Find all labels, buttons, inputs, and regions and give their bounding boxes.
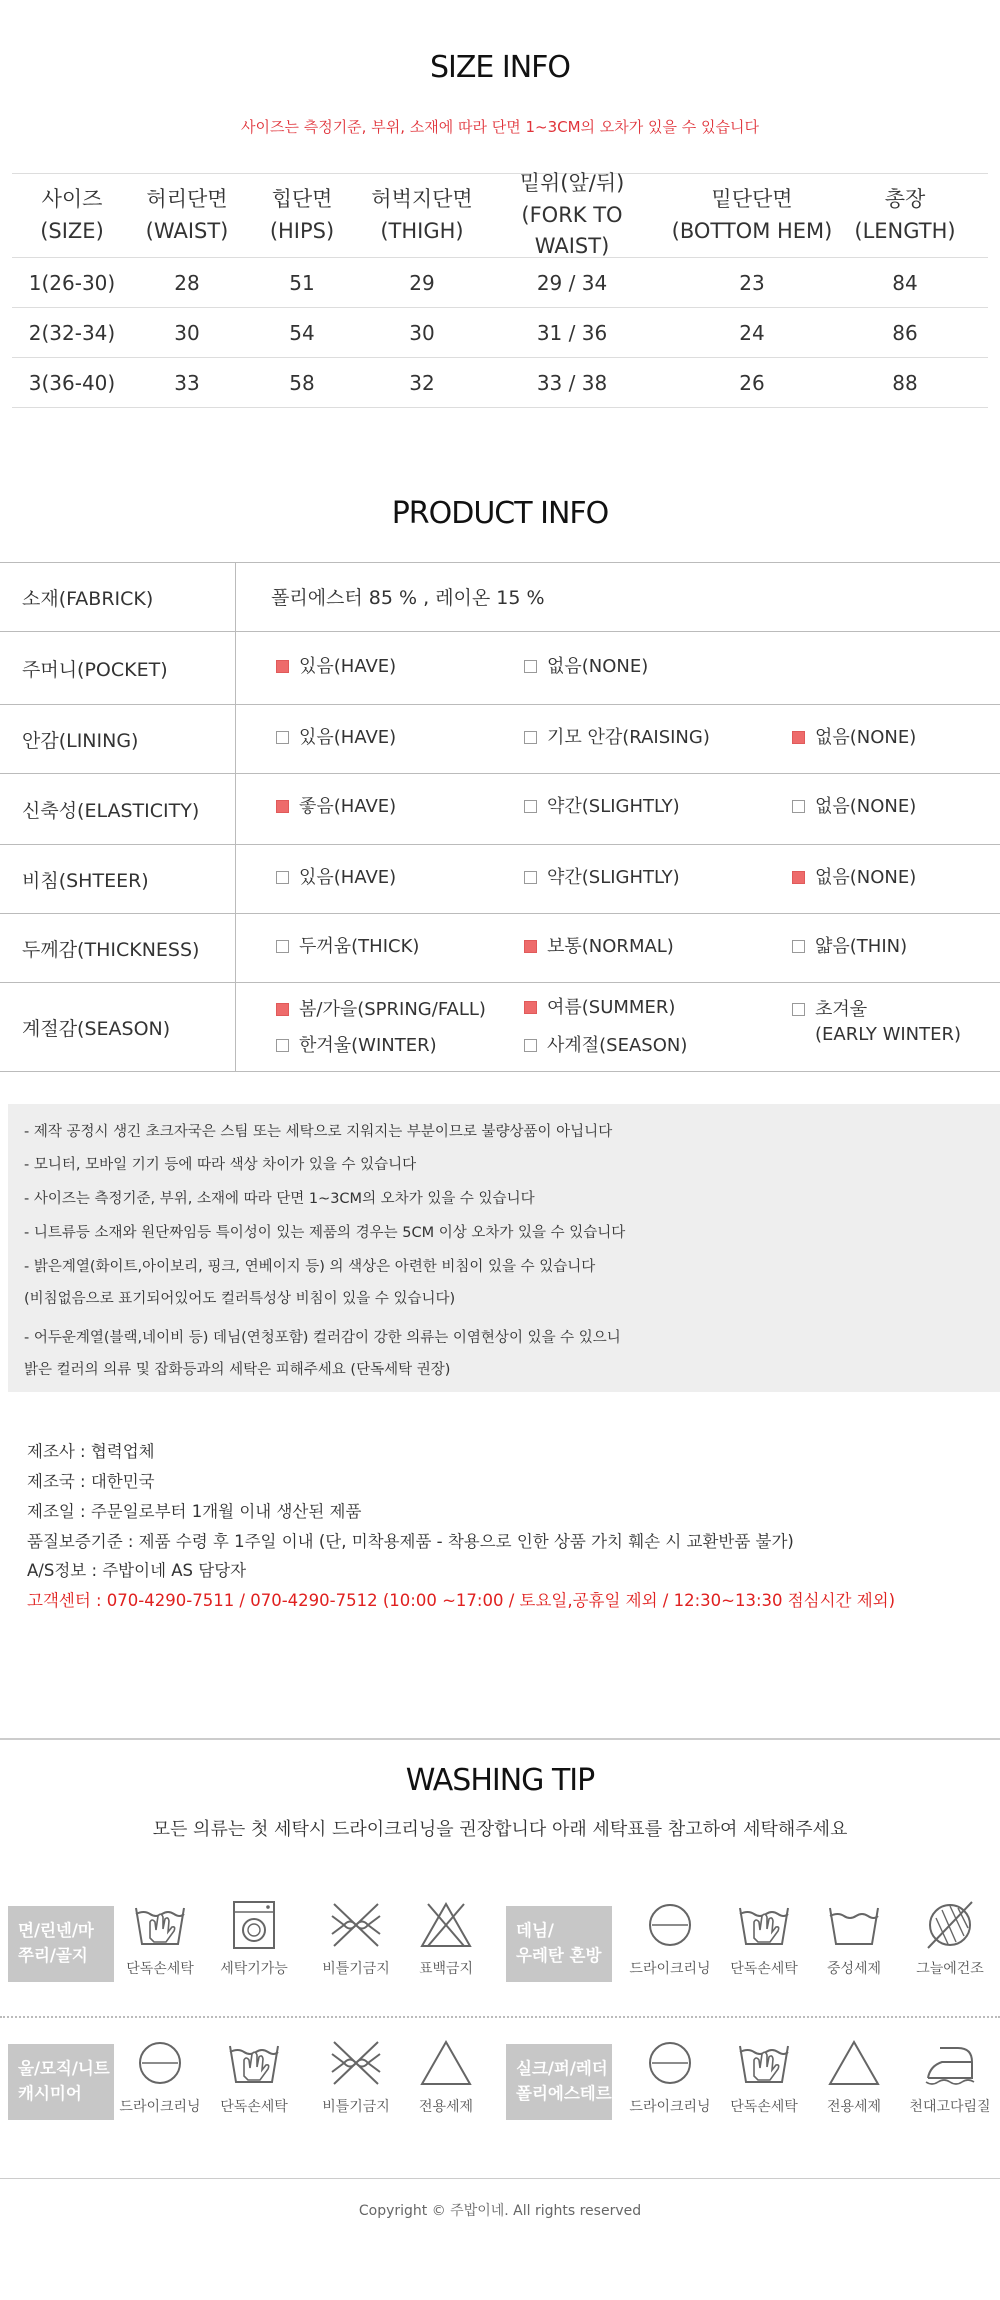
hand-wash-icon: 단독손세탁 <box>714 2038 814 2116</box>
manufacture-country-line: 제조국 : 대한민국 <box>27 1472 155 1491</box>
lining-row <box>0 705 1000 774</box>
season-option-winter: 한겨울(WINTER) <box>276 1033 437 1058</box>
checkbox-empty-icon <box>524 731 537 744</box>
table-cell: 33 <box>174 370 200 395</box>
fabric-row <box>0 563 1000 632</box>
product-info-title: PRODUCT INFO <box>391 496 609 531</box>
table-cell: 29 / 34 <box>536 270 608 295</box>
header-cell: 총장 (LENGTH) <box>854 187 956 243</box>
notice-line: - 제작 공정시 생긴 초크자국은 스팀 또는 세탁으로 지워지는 부분이므로 불량상품이 아닙니다 <box>24 1124 613 1140</box>
checkbox-checked-icon <box>524 940 537 953</box>
header-cell: 밑위(앞/뒤) (FORK TO WAIST) <box>519 171 625 259</box>
elasticity-row <box>0 774 1000 845</box>
checkbox-empty-icon <box>524 871 537 884</box>
table-cell: 88 <box>892 370 918 395</box>
category-wool: 울/모직/니트 캐시미어 <box>8 2044 114 2120</box>
category-cotton: 면/린넨/마 쭈리/골지 <box>8 1906 114 1982</box>
size-table-header <box>12 173 988 258</box>
season-option-early-winter: 초겨울 (EARLY WINTER) <box>792 997 961 1047</box>
table-row <box>12 258 988 308</box>
elasticity-label: 신축성(ELASTICITY) <box>0 774 236 844</box>
no-wring-icon: 비틀기금지 <box>306 1900 406 1978</box>
checkbox-empty-icon <box>792 800 805 813</box>
checkbox-empty-icon <box>276 871 289 884</box>
manufacture-date-line: 제조일 : 주문일로부터 1개월 이내 생산된 제품 <box>27 1502 362 1521</box>
table-row <box>12 308 988 358</box>
notice-line: 밝은 컬러의 의류 및 잡화등과의 세탁은 피해주세요 (단독세탁 권장) <box>24 1362 451 1378</box>
shade-dry-icon: 그늘에건조 <box>900 1900 1000 1978</box>
thickness-option-normal: 보통(NORMAL) <box>524 934 674 959</box>
fabric-value: 폴리에스터 85 % , 레이온 15 % <box>271 587 545 609</box>
washing-machine-icon: 세탁기가능 <box>204 1900 304 1978</box>
category-denim: 데님/ 우레탄 혼방 <box>506 1906 612 1982</box>
footer-divider <box>0 2178 1000 2179</box>
header-cell: 밑단단면 (BOTTOM HEM) <box>671 187 833 243</box>
no-wring-icon: 비틀기금지 <box>306 2038 406 2116</box>
notice-line: - 니트류등 소재와 원단짜임등 특이성이 있는 제품의 경우는 5CM 이상 오차가 있을 수 있습니다 <box>24 1225 626 1241</box>
dry-clean-icon: 드라이크리닝 <box>110 2038 210 2116</box>
checkbox-empty-icon <box>276 731 289 744</box>
pocket-label: 주머니(POCKET) <box>0 632 236 704</box>
manufacturer-line: 제조사 : 협력업체 <box>27 1442 155 1461</box>
table-cell: 29 <box>409 270 435 295</box>
checkbox-checked-icon <box>792 731 805 744</box>
table-cell: 51 <box>289 270 315 295</box>
size-table <box>12 173 988 408</box>
season-row <box>0 983 1000 1072</box>
sheer-option-have: 있음(HAVE) <box>276 865 396 890</box>
section-divider <box>0 1738 1000 1740</box>
pocket-row <box>0 632 1000 705</box>
header-cell: 허벅지단면 (THIGH) <box>371 187 473 243</box>
lining-option-have: 있음(HAVE) <box>276 725 396 750</box>
header-cell: 사이즈 (SIZE) <box>40 187 104 243</box>
neutral-detergent-icon: 중성세제 <box>804 1900 904 1978</box>
thickness-row <box>0 914 1000 983</box>
pocket-option-none: 없음(NONE) <box>524 654 648 679</box>
as-info-line: A/S정보 : 주밥이네 AS 담당자 <box>27 1561 247 1580</box>
checkbox-empty-icon <box>524 660 537 673</box>
table-row <box>12 358 988 408</box>
table-cell: 32 <box>409 370 435 395</box>
table-cell: 54 <box>289 320 315 345</box>
hand-wash-icon: 단독손세탁 <box>204 2038 304 2116</box>
table-cell: 1(26-30) <box>28 270 116 295</box>
elasticity-option-none: 없음(NONE) <box>792 794 916 819</box>
hand-wash-icon: 단독손세탁 <box>714 1900 814 1978</box>
season-option-spring-fall: 봄/가을(SPRING/FALL) <box>276 997 486 1022</box>
table-cell: 30 <box>409 320 435 345</box>
elasticity-option-have: 좋음(HAVE) <box>276 794 396 819</box>
special-detergent-icon: 전용세제 <box>396 2038 496 2116</box>
fabric-label: 소재(FABRICK) <box>0 563 236 631</box>
checkbox-empty-icon <box>792 940 805 953</box>
notice-line: (비침없음으로 표기되어있어도 컬러특성상 비침이 있을 수 있습니다) <box>24 1291 456 1307</box>
category-silk: 실크/퍼/레더 폴리에스테르 <box>506 2044 612 2120</box>
table-cell: 3(36-40) <box>28 370 116 395</box>
header-cell: 힙단면 (HIPS) <box>269 187 335 243</box>
notice-line: - 사이즈는 측정기준, 부위, 소재에 따라 단면 1~3CM의 오차가 있을 수 있습니다 <box>24 1191 535 1207</box>
checkbox-empty-icon <box>524 800 537 813</box>
table-cell: 58 <box>289 370 315 395</box>
season-label: 계절감(SEASON) <box>0 983 236 1071</box>
checkbox-checked-icon <box>524 1001 537 1014</box>
sheer-row <box>0 845 1000 914</box>
table-cell: 2(32-34) <box>28 320 116 345</box>
checkbox-empty-icon <box>276 940 289 953</box>
washing-divider <box>0 2016 1000 2018</box>
checkbox-checked-icon <box>276 660 289 673</box>
lining-option-none: 없음(NONE) <box>792 725 916 750</box>
table-cell: 26 <box>739 370 765 395</box>
header-cell: 허리단면 (WAIST) <box>145 187 229 243</box>
pocket-option-have: 있음(HAVE) <box>276 654 396 679</box>
notice-box <box>8 1104 1000 1392</box>
checkbox-checked-icon <box>276 800 289 813</box>
lining-label: 안감(LINING) <box>0 705 236 773</box>
thickness-label: 두께감(THICKNESS) <box>0 914 236 982</box>
checkbox-empty-icon <box>792 1003 805 1016</box>
table-cell: 28 <box>174 270 200 295</box>
dry-clean-icon: 드라이크리닝 <box>620 1900 720 1978</box>
customer-center-line: 고객센터 : 070-4290-7511 / 070-4290-7512 (10:00 ~17:00 / 토요일,공휴일 제외 / 12:30~13:30 점심시간 제외) <box>27 1591 896 1610</box>
season-option-all-season: 사계절(SEASON) <box>524 1033 687 1058</box>
table-cell: 30 <box>174 320 200 345</box>
sheer-label: 비침(SHTEER) <box>0 845 236 913</box>
table-cell: 31 / 36 <box>536 320 608 345</box>
product-info-table <box>0 562 1000 1072</box>
special-detergent-icon: 전용세제 <box>804 2038 904 2116</box>
thickness-option-thick: 두꺼움(THICK) <box>276 934 419 959</box>
washing-tip-title: WASHING TIP <box>405 1763 595 1798</box>
hand-wash-icon: 단독손세탁 <box>110 1900 210 1978</box>
no-bleach-icon: 표백금지 <box>396 1900 496 1978</box>
table-cell: 23 <box>739 270 765 295</box>
dry-clean-icon: 드라이크리닝 <box>620 2038 720 2116</box>
checkbox-empty-icon <box>276 1039 289 1052</box>
table-cell: 33 / 38 <box>536 370 608 395</box>
table-cell: 86 <box>892 320 918 345</box>
checkbox-checked-icon <box>792 871 805 884</box>
sheer-option-none: 없음(NONE) <box>792 865 916 890</box>
warranty-line: 품질보증기준 : 제품 수령 후 1주일 이내 (단, 미착용제품 - 착용으로 인한 상품 가치 훼손 시 교환반품 불가) <box>27 1532 794 1551</box>
sheer-option-slightly: 약간(SLIGHTLY) <box>524 865 680 890</box>
elasticity-option-slightly: 약간(SLIGHTLY) <box>524 794 680 819</box>
table-cell: 24 <box>739 320 765 345</box>
table-cell: 84 <box>892 270 918 295</box>
cloth-iron-icon: 천대고다림질 <box>900 2038 1000 2116</box>
size-note: 사이즈는 측정기준, 부위, 소재에 따라 단면 1~3CM의 오차가 있을 수 있습니다 <box>240 118 759 136</box>
thickness-option-thin: 얇음(THIN) <box>792 934 907 959</box>
copyright: Copyright © 주밥이네. All rights reserved <box>358 2203 642 2219</box>
notice-line: - 모니터, 모바일 기기 등에 따라 색상 차이가 있을 수 있습니다 <box>24 1157 417 1173</box>
checkbox-checked-icon <box>276 1003 289 1016</box>
washing-subtitle: 모든 의류는 첫 세탁시 드라이크리닝을 권장합니다 아래 세탁표를 참고하여 세탁해주세요 <box>152 1819 848 1840</box>
season-option-summer: 여름(SUMMER) <box>524 995 675 1020</box>
size-info-title: SIZE INFO <box>429 50 571 85</box>
checkbox-empty-icon <box>524 1039 537 1052</box>
notice-line: - 밝은계열(화이트,아이보리, 핑크, 연베이지 등) 의 색상은 아련한 비침이 있을 수 있습니다 <box>24 1259 596 1275</box>
notice-line: - 어두운계열(블랙,네이비 등) 데님(연청포함) 컬러감이 강한 의류는 이염현상이 있을 수 있으니 <box>24 1330 621 1346</box>
lining-option-raising: 기모 안감(RAISING) <box>524 725 710 750</box>
